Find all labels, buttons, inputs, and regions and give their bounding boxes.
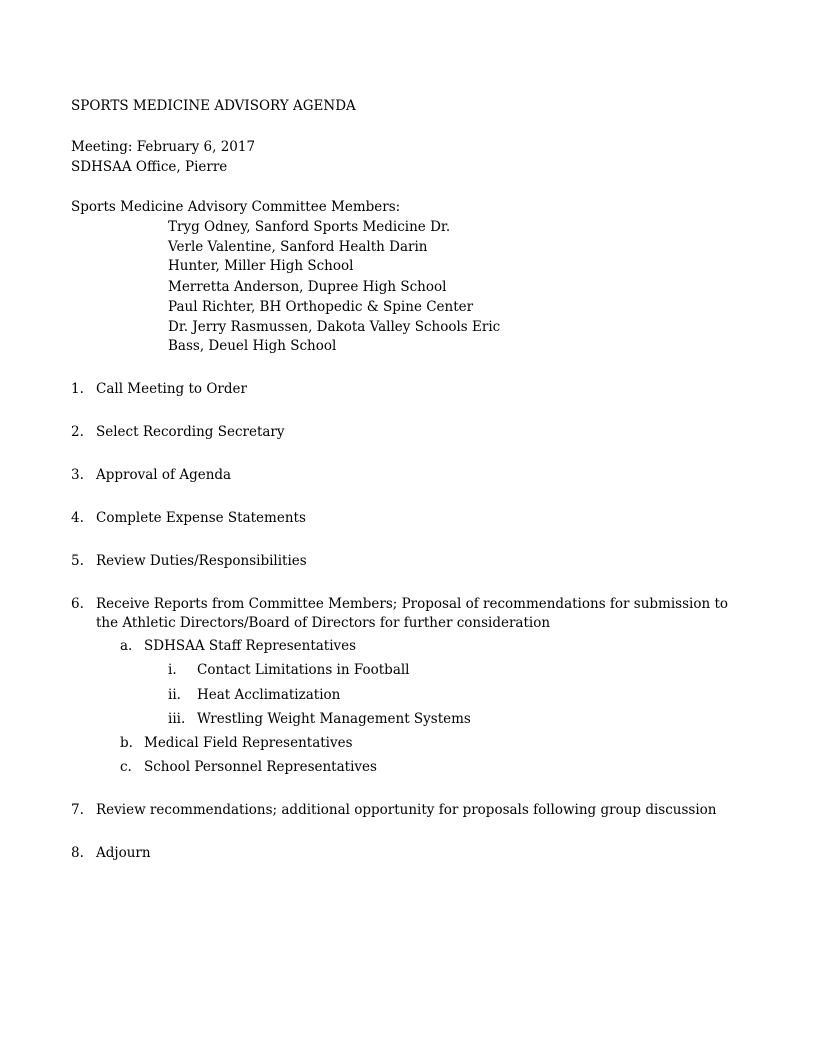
subsub-item-numeral: ii.: [168, 687, 181, 703]
agenda-item-text: Adjourn: [96, 845, 151, 861]
agenda-item-text: Review Duties/Responsibilities: [96, 553, 307, 569]
agenda-item-text: Receive Reports from Committee Members; Proposal of recommendations for submission to: [96, 596, 729, 612]
sub-item-letter: c.: [120, 759, 132, 775]
sub-item-text: SDHSAA Staff Representatives: [144, 638, 357, 654]
agenda-item-text: Approval of Agenda: [96, 467, 232, 483]
member-line: Verle Valentine, Sanford Health Darin: [168, 239, 428, 255]
sub-item-letter: b.: [120, 735, 133, 751]
member-line: Dr. Jerry Rasmussen, Dakota Valley Schools Eric: [168, 319, 501, 335]
subsub-item-text: Contact Limitations in Football: [197, 662, 410, 678]
agenda-item-text: Select Recording Secretary: [96, 424, 285, 440]
agenda-item-number: 8.: [71, 845, 84, 861]
member-line: Hunter, Miller High School: [168, 258, 354, 274]
subsub-item-text: Wrestling Weight Management Systems: [197, 711, 471, 727]
agenda-item-number: 3.: [71, 467, 84, 483]
agenda-item-text-continued: the Athletic Directors/Board of Directors for further consideration: [96, 615, 551, 631]
agenda-item-text: Review recommendations; additional opportunity for proposals following group discussion: [96, 802, 717, 818]
agenda-item-number: 6.: [71, 596, 84, 612]
subsub-item-text: Heat Acclimatization: [197, 687, 341, 703]
members-heading: Sports Medicine Advisory Committee Members:: [71, 199, 401, 215]
agenda-item-text: Complete Expense Statements: [96, 510, 306, 526]
member-line: Bass, Deuel High School: [168, 338, 337, 354]
agenda-item-number: 7.: [71, 802, 84, 818]
agenda-item-text: Call Meeting to Order: [96, 381, 247, 397]
meeting-date: Meeting: February 6, 2017: [71, 139, 256, 155]
agenda-item-number: 5.: [71, 553, 84, 569]
sub-item-text: Medical Field Representatives: [144, 735, 353, 751]
subsub-item-numeral: iii.: [168, 711, 186, 727]
agenda-item-number: 1.: [71, 381, 84, 397]
member-line: Merretta Anderson, Dupree High School: [168, 279, 447, 295]
agenda-item-number: 2.: [71, 424, 84, 440]
document-title: SPORTS MEDICINE ADVISORY AGENDA: [71, 98, 356, 114]
sub-item-text: School Personnel Representatives: [144, 759, 377, 775]
sub-item-letter: a.: [120, 638, 133, 654]
subsub-item-numeral: i.: [168, 662, 177, 678]
meeting-location: SDHSAA Office, Pierre: [71, 159, 228, 175]
member-line: Tryg Odney, Sanford Sports Medicine Dr.: [168, 219, 451, 235]
member-line: Paul Richter, BH Orthopedic & Spine Center: [168, 299, 474, 315]
agenda-item-number: 4.: [71, 510, 84, 526]
